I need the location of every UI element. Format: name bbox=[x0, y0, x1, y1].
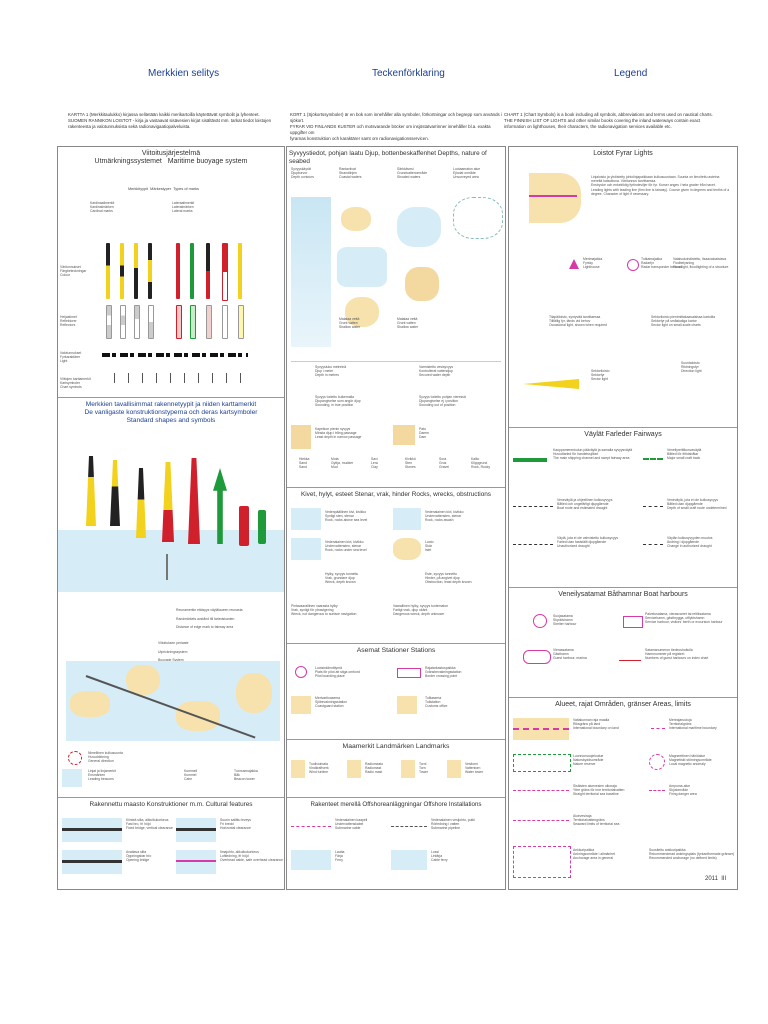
rocks-panel bbox=[287, 487, 505, 638]
landmark-1: Radiomasto Radiomast Radio mast bbox=[365, 762, 384, 775]
tunnus-label: Tunnusmajakka Båk Beacon tower bbox=[234, 769, 258, 782]
rock-awash-icon bbox=[393, 508, 421, 530]
fairway-1-a: Veneväylä ja ohjeellinen kulkusyvyys Båtled och ungefärligt djupgående Boat route and estimated draught bbox=[557, 498, 613, 511]
seabed-clay: Savi Lera Clay bbox=[371, 457, 378, 470]
area-4-a: Ankkuripaikka Ankringsområde i allmänhet Anchorage area in general bbox=[573, 848, 616, 861]
bridge2-icon bbox=[62, 850, 122, 874]
intro-en: CHART 1 (Chart Symbols) is a book including all symbols, abbreviations and terms used on nautical charts. THE FINNISH LIST OF LIGHTS and other similar books covering the inland waterways contain exact information on lighthouses, their characters, the radionavigation services available etc. bbox=[504, 112, 713, 129]
depth-row-0-b: Varmistettu vesisyvyys Kontrollerat vattendjup Secured water depth bbox=[419, 365, 454, 378]
rock-2-a: Hylky, syvyys tunnettu Vrak, grundare djup Wreck, depth known bbox=[325, 572, 359, 585]
station-1-a: Merivartioasema Sjöbevakningsstation Coastguard station bbox=[315, 696, 348, 709]
cultural-title: Rakennettu maasto Konstruktioner m.m. Cultural features bbox=[89, 801, 253, 808]
depth-label-2: Särkkävesi Grundvattenområde Shoaled waters bbox=[397, 167, 428, 180]
fairways-title: Väylät Farleder Fairways bbox=[584, 431, 662, 438]
landmark-3: Vesitorni Vattentorn Water tower bbox=[465, 762, 484, 775]
station-0-a: Luotsinkiinnittymä Plats för pilot att stiga ombord Pilot boarding place bbox=[315, 666, 360, 679]
dam-icon bbox=[393, 425, 415, 445]
intro-fi: KARTTA 1 (Merkkitaulukko) kirjassa selitetään kaikki merikartoilla käytettävät symbolit ja lyhenteet. SUOMEN RANNIKON LOISTOT - kirja ja vastaavat sisävesien kirjat sisältävät mm. tarkat tiedot loistojen rakenteesta ja valotunnuksista sekä radionavigaatiopalveluista. bbox=[68, 112, 272, 129]
shapes-panel bbox=[58, 397, 284, 630]
harbour-0-b: Palvelusatama, vierasvarret tai reitiksatama Servicehamn, gästbrygga, utflyktshamn Service harbour, visitors' berth or excursion harbour bbox=[645, 612, 723, 625]
mark-types-header: Merkkityypit Märkestyper Types of marks bbox=[128, 187, 199, 191]
spar-beacon-2 bbox=[110, 460, 120, 526]
page-number: 2011 III bbox=[705, 876, 727, 882]
depth-label-1: Rantaviivat Strandlinjen Coastal waters bbox=[339, 167, 362, 180]
buoy-red bbox=[239, 506, 249, 546]
harbour-number-icon bbox=[619, 652, 641, 661]
wind-turbine-icon bbox=[291, 760, 305, 778]
radar-label: Tutkamajakka Radarfyr Radar transponder beacon bbox=[641, 257, 682, 270]
offshore-title: Rakenteet merellä Offshoreanläggningar Offshore Installations bbox=[310, 801, 482, 808]
areas-panel bbox=[509, 697, 737, 890]
row-label-light: Valotunnukset Fyrkaraktärer Light bbox=[60, 351, 82, 364]
bridge1-icon bbox=[62, 818, 122, 842]
bridge2-label: Avattava silta Öppningsbar bro Opening bridge bbox=[126, 850, 152, 863]
fairway-0-a: Kauppamerenkulun pääväylä ja samalla syvyysväylä Huvudfarled för handelssjöfart The main shipping channel and swept fairway area bbox=[553, 448, 633, 461]
row-label-reflector: Heijastimet Reflektorer Reflectors bbox=[60, 315, 77, 328]
intro-sv: KORT 1 (Sjökortssymboler) är en bok som innehåller alla symboler, förkortningar och begrepp som används i sjökort. FYRAR VID FINLANDS KUSTER och motsvarande böcker om insjöstatvarrinner innehåller bl.a. exakta uppgifter om fyrarnas konstruktion och karaktärer samt om radionavigationsservicen. bbox=[290, 112, 502, 141]
depth-row-2-a: Kapeikon pienin syvyys Minsta djup i trång passage Least depth in narrow passage bbox=[315, 427, 362, 440]
firing-area-icon bbox=[649, 790, 665, 791]
sector-light-label: Sektoriloisto pienimittakaavaisissa kartoilla Sektorfyr på småskaliga kartor Sector light on small-scale charts bbox=[651, 315, 716, 328]
offshore-0-a: Vedenalainen kaapeli Undervattenskabel Submarine cable bbox=[335, 818, 368, 831]
nature-reserve-icon bbox=[513, 754, 571, 772]
depth-row-0-a: Syvyysluku metreinä Djup i meter Depth in metres bbox=[315, 365, 347, 378]
leading-line-icon bbox=[62, 769, 82, 787]
rock-1-a: Vedenalainen kivi, kivikko Undervattensten, stenar Rock, rocks under sea level bbox=[325, 540, 367, 553]
landmark-0: Tuulivoimala Vindkraftverk Wind turbine bbox=[309, 762, 329, 775]
tower-icon bbox=[401, 760, 415, 778]
depth-row-1-a: Syvyys todettu kulkemalla Djupangivelse som angör djup Sounding, in true position bbox=[315, 395, 361, 408]
area-1-a: Luonnonsuojelualue Naturskyddsområde Nature reserve bbox=[573, 754, 604, 767]
unauthorized-line bbox=[513, 544, 553, 546]
station-0-b: Rajatarkastuspaikka Gränsbevakningsstation Border crossing point bbox=[425, 666, 462, 679]
area-0-b: Merirajaruutuja Territorialgräns International maritime boundary bbox=[669, 718, 717, 731]
kummel-label: Kummeli Kummel Cairn bbox=[184, 769, 198, 782]
boat-route-2-line bbox=[643, 506, 663, 508]
landmarks-title: Maamerkit Landmärken Landmarks bbox=[342, 743, 450, 750]
sector-light-illus bbox=[523, 367, 587, 395]
bridge4-icon bbox=[176, 850, 216, 874]
row-label-chart: Viittojen karttamerkit Kartsymboler Chart symbols bbox=[60, 377, 91, 390]
main-fairway-line bbox=[513, 458, 547, 462]
header-fi: Merkkien selitys bbox=[148, 68, 220, 79]
rock-0-b: Vedenalainen kivi, kivikko Undervattensten, stenar Rock, rocks awash bbox=[425, 510, 464, 523]
seabed-sand: Hiekka Sand Sand bbox=[299, 457, 310, 470]
depth-label-3: Luotaamaton alue Ejlodat område Unsurveyed area bbox=[453, 167, 481, 180]
row-label-colour: Väritunnukset Färgbeteckningar Colour bbox=[60, 265, 87, 278]
rock-above-icon bbox=[291, 508, 321, 530]
area-2-a: Sisäisten aluevesien ulkoraja Yttre gräns för inre territorialvatten Straight territorial sea baseline bbox=[573, 784, 625, 797]
left-column bbox=[57, 146, 285, 890]
ferry-icon bbox=[291, 850, 331, 870]
edge-mark-text: Reunamerkin etäisyys väylälaueen reunasta Randmärkets avstånd till farledskanten Distance of edge mark to fairway area bbox=[176, 608, 243, 630]
header-en: Legend bbox=[614, 68, 648, 79]
anchorage-icon bbox=[513, 846, 571, 878]
header-sv: Teckenförklaring bbox=[372, 68, 445, 79]
harbour-0-a: Suojasatama Skyddshamn Shelter harbour bbox=[553, 614, 577, 627]
pipeline-icon bbox=[391, 826, 427, 828]
shapes-title: Merkkien tavallisimmat rakennetyypit ja niiden karttamerkit De vanligaste konstruktionstyperna och deras kartsymboler Standard shapes and symbols bbox=[84, 401, 258, 424]
rock-3-b: Vaarallinen hylky, syvyys tuntematon Farligt vrak, djup okänt Dangerous wreck, depth unknown bbox=[393, 604, 449, 617]
floodlight-label: Valaisukohdistettu, lisaavaloaistava Flodbelysning Floodlight, floodlighting of a structure bbox=[673, 257, 729, 270]
right-column bbox=[508, 146, 738, 890]
area-2-b: Ampuma-alue Skjutområde Firing danger area bbox=[669, 784, 697, 797]
depth-label-0: Syvyyskäyrät Djupkurvor Depth contours bbox=[291, 167, 314, 180]
draught-change-line bbox=[643, 544, 663, 546]
magnetic-anomaly-icon bbox=[649, 754, 665, 770]
offshore-panel bbox=[287, 797, 505, 890]
offshore-1-a: Lautta Färja Ferry bbox=[335, 850, 345, 863]
maritime-boundary-icon bbox=[651, 728, 665, 729]
light-characters bbox=[102, 353, 248, 357]
seabed-gravel: Sora Grus Gravel bbox=[439, 457, 449, 470]
rock-1-b: Luoto Skär Islet bbox=[425, 540, 434, 553]
narrow-passage-icon bbox=[291, 425, 311, 449]
bridge4-label: Ilmajohto, alikulkukorkeus Luftledning, fri höjd Overhead cable, safe overhead clearance bbox=[220, 850, 283, 863]
baseline-icon bbox=[513, 790, 569, 791]
depth-title: Syvyystiedot, pohjan laatu Djup, bottenbeskaffenhet Depths, nature of seabed bbox=[289, 150, 487, 165]
cable-ferry-icon bbox=[391, 850, 427, 870]
buoyage-map bbox=[66, 661, 280, 741]
fairways-panel bbox=[509, 427, 737, 586]
rock-2-b: Este, syvyys tunnettu Hinder, på angivet djup Obstruction, least depth known bbox=[425, 572, 472, 585]
leading-label: Linjat ja linjamerkit Ensmärken Leading beacons bbox=[88, 769, 116, 782]
depth-row-1-b: Syvyys todettu pohjan vieressä Djupangivelse ej i position Sounding out of position bbox=[419, 395, 466, 408]
direction-light-label: Suuntaloisto Riktningsfyr Direction light bbox=[681, 361, 702, 374]
area-4-b: Suositeltu ankkuripaikka Rekommenderad ankringsplats (fyrkantformade gränser) Recommended anchorage (no defined limits) bbox=[649, 848, 735, 861]
islet-icon bbox=[393, 538, 421, 560]
cardinal-label: Kardinaalimerkit Kardinalmärken Cardinal marks bbox=[90, 201, 115, 214]
fairway-2-a: Väylä, jota ei ole vahvistettu kulkusyvyys Farled utan fastställt djupgående Unauthorized draught bbox=[557, 536, 619, 549]
depth-row-2-b: Patu Damm Dam bbox=[419, 427, 429, 440]
fairway-2-b: Väylän kulkusyvyyden muutos Ändring i djupgående Change in authorized draught bbox=[667, 536, 713, 549]
chart-symbols-row bbox=[102, 373, 248, 383]
stations-panel bbox=[287, 643, 505, 734]
lights-title: Loistot Fyrar Lights bbox=[593, 150, 653, 157]
general-direction-label: Nimellinen kulkusuunta Huvudriktning General direction bbox=[88, 751, 123, 764]
radar-icon bbox=[627, 259, 639, 271]
rock-under-icon bbox=[291, 538, 321, 560]
shallow-label-1: Matalaa vettä Grunt vatten Shallow water bbox=[339, 317, 361, 330]
shelter-harbour-icon bbox=[533, 614, 547, 628]
seabed-stones: Kivikkö Sten Stones bbox=[405, 457, 416, 470]
areas-title: Alueet, rajat Områden, gränser Areas, limits bbox=[555, 701, 691, 708]
border-icon bbox=[397, 668, 421, 678]
harbours-title: Veneilysatamat Båthamnar Boat harbours bbox=[558, 591, 688, 598]
rock-0-a: Vedenpäällinen kivi, kivikko Synligt sten, stenar Rock, rocks above sea level bbox=[325, 510, 368, 523]
water-tower-icon bbox=[447, 760, 461, 778]
rocks-title: Kivet, hylyt, esteet Stenar, vrak, hinder Rocks, wrecks, obstructions bbox=[300, 491, 492, 498]
spar-beacon-1 bbox=[86, 456, 96, 526]
harbour-1-a: Vierassatama Gästhamn Guest harbour, marina bbox=[553, 648, 587, 661]
buoyage-pattern-label: Viitoituksen periaate Utprickningssystem bbox=[158, 641, 189, 654]
area-3-a: Aluevesiraja Territorialvattengräns Seaward limits of territorial sea bbox=[573, 814, 620, 827]
landmark-2: Torni Torn Tower bbox=[419, 762, 429, 775]
bridge1-label: Kiinteä silta, alikulkukorkeus Fast bro, fri höjd Fixed bridge, vertical clearance bbox=[126, 818, 173, 831]
unsurveyed-illus bbox=[453, 197, 503, 239]
offshore-0-b: Vedenalainen vesijohto, putki Rörledning i vatten Submarine pipeline bbox=[431, 818, 475, 831]
spar-beacon-4 bbox=[162, 462, 174, 542]
area-0-a: Valtakunnan raja maalla Riksgräns på land International boundary on land bbox=[573, 718, 619, 731]
harbours-panel bbox=[509, 587, 737, 696]
spar-beacon-3 bbox=[136, 468, 146, 538]
land-boundary-icon bbox=[513, 718, 569, 740]
lateral-label: Lateraalimerkit Lateralmärken Lateral marks bbox=[172, 201, 195, 214]
territorial-sea-icon bbox=[513, 820, 569, 821]
shallow-label-2: Matalaa vettä Grunt vatten Shallow water bbox=[397, 317, 419, 330]
small-craft-line bbox=[643, 458, 663, 461]
lights-desc: Linjaloisto ja yhdistetty johtolinjapaikkaan kulkusuuntaan. Suunta on ilmoitettu asteina mereltä katsottuna. Väritunnus tarvittaessa. Enstrycke och enkelriktig fyrtindeviljer för fyr. Kurser anges i hela grader från havet. Leading lights with leading line (firm line is fairway). Course given in degrees and tenths of a degree. Character of light if necessary. bbox=[591, 175, 730, 196]
leading-lights-illus bbox=[529, 173, 581, 223]
boat-route-line bbox=[513, 506, 553, 508]
fairway-0-b: Veneilyreittikunvaväylä Båtled för fritidsbåtar Major small craft track bbox=[667, 448, 702, 461]
fairway-1-b: Veneväylä, jota ei ole kulkusyvyys Båtled utan djupgående Depth of small craft route undetermined bbox=[667, 498, 727, 511]
offshore-1-b: Lossi Linfärja Cable ferry bbox=[431, 850, 448, 863]
area-1-b: Magneettinen häiriöalue Magnetiskt störningsområde Local magnetic anomaly bbox=[669, 754, 712, 767]
rock-3-a: Pintavaarallinen vaarasta hylky Vrak, synligt för ytnavigering Wreck, not dangerous to surface navigation bbox=[291, 604, 357, 617]
bridge3-icon bbox=[176, 818, 216, 842]
pilot-icon bbox=[295, 666, 307, 678]
bridge3-label: Suurin sallittu leveys Fri bredd Horizontal clearance bbox=[220, 818, 251, 831]
spar-beacon-red bbox=[188, 458, 200, 544]
edge-mark-pole bbox=[166, 554, 168, 580]
radio-mast-icon bbox=[347, 760, 361, 778]
cable-icon bbox=[291, 826, 331, 828]
buoy-green bbox=[258, 510, 266, 544]
landmarks-panel bbox=[287, 739, 505, 792]
depth-contours-illus bbox=[291, 197, 331, 347]
harbour-1-b: Satamanumeron tiedeoshoitulla Hamnnummer på registret Numbers of guest harbours on index chart bbox=[645, 648, 709, 661]
guest-harbour-icon bbox=[523, 650, 551, 664]
stations-title: Asemat Stationer Stations bbox=[356, 647, 436, 654]
service-harbour-icon bbox=[623, 616, 643, 628]
cultural-panel bbox=[58, 797, 284, 890]
seabed-mud: Muta Gyttja, mudder Mud bbox=[331, 457, 354, 470]
lighthouse-icon bbox=[569, 259, 579, 269]
buoyage-title: Viitoitusjärjestelmä Utmärkningssystemet Maritime buoyage system bbox=[94, 150, 248, 165]
general-direction-icon bbox=[68, 751, 82, 765]
sector-light-2-label: Sektoriloisto Sektorfyr Sector light bbox=[591, 369, 610, 382]
coastguard-icon bbox=[291, 696, 311, 714]
lighthouse-label: Merimajakka Fyrsky Lighthouse bbox=[583, 257, 603, 270]
middle-column bbox=[286, 146, 506, 890]
sector-desc: Tilapäiloisto, syntyvää tarvittaessa Tillfällig fyr, tänds vid behov Occasional light, shown when required bbox=[549, 315, 608, 328]
customs-icon bbox=[397, 696, 417, 714]
seabed-rock: Kallio Klippgrund Rock, Rocky bbox=[471, 457, 491, 470]
station-1-b: Tulliasema Tullstation Customs office bbox=[425, 696, 448, 709]
